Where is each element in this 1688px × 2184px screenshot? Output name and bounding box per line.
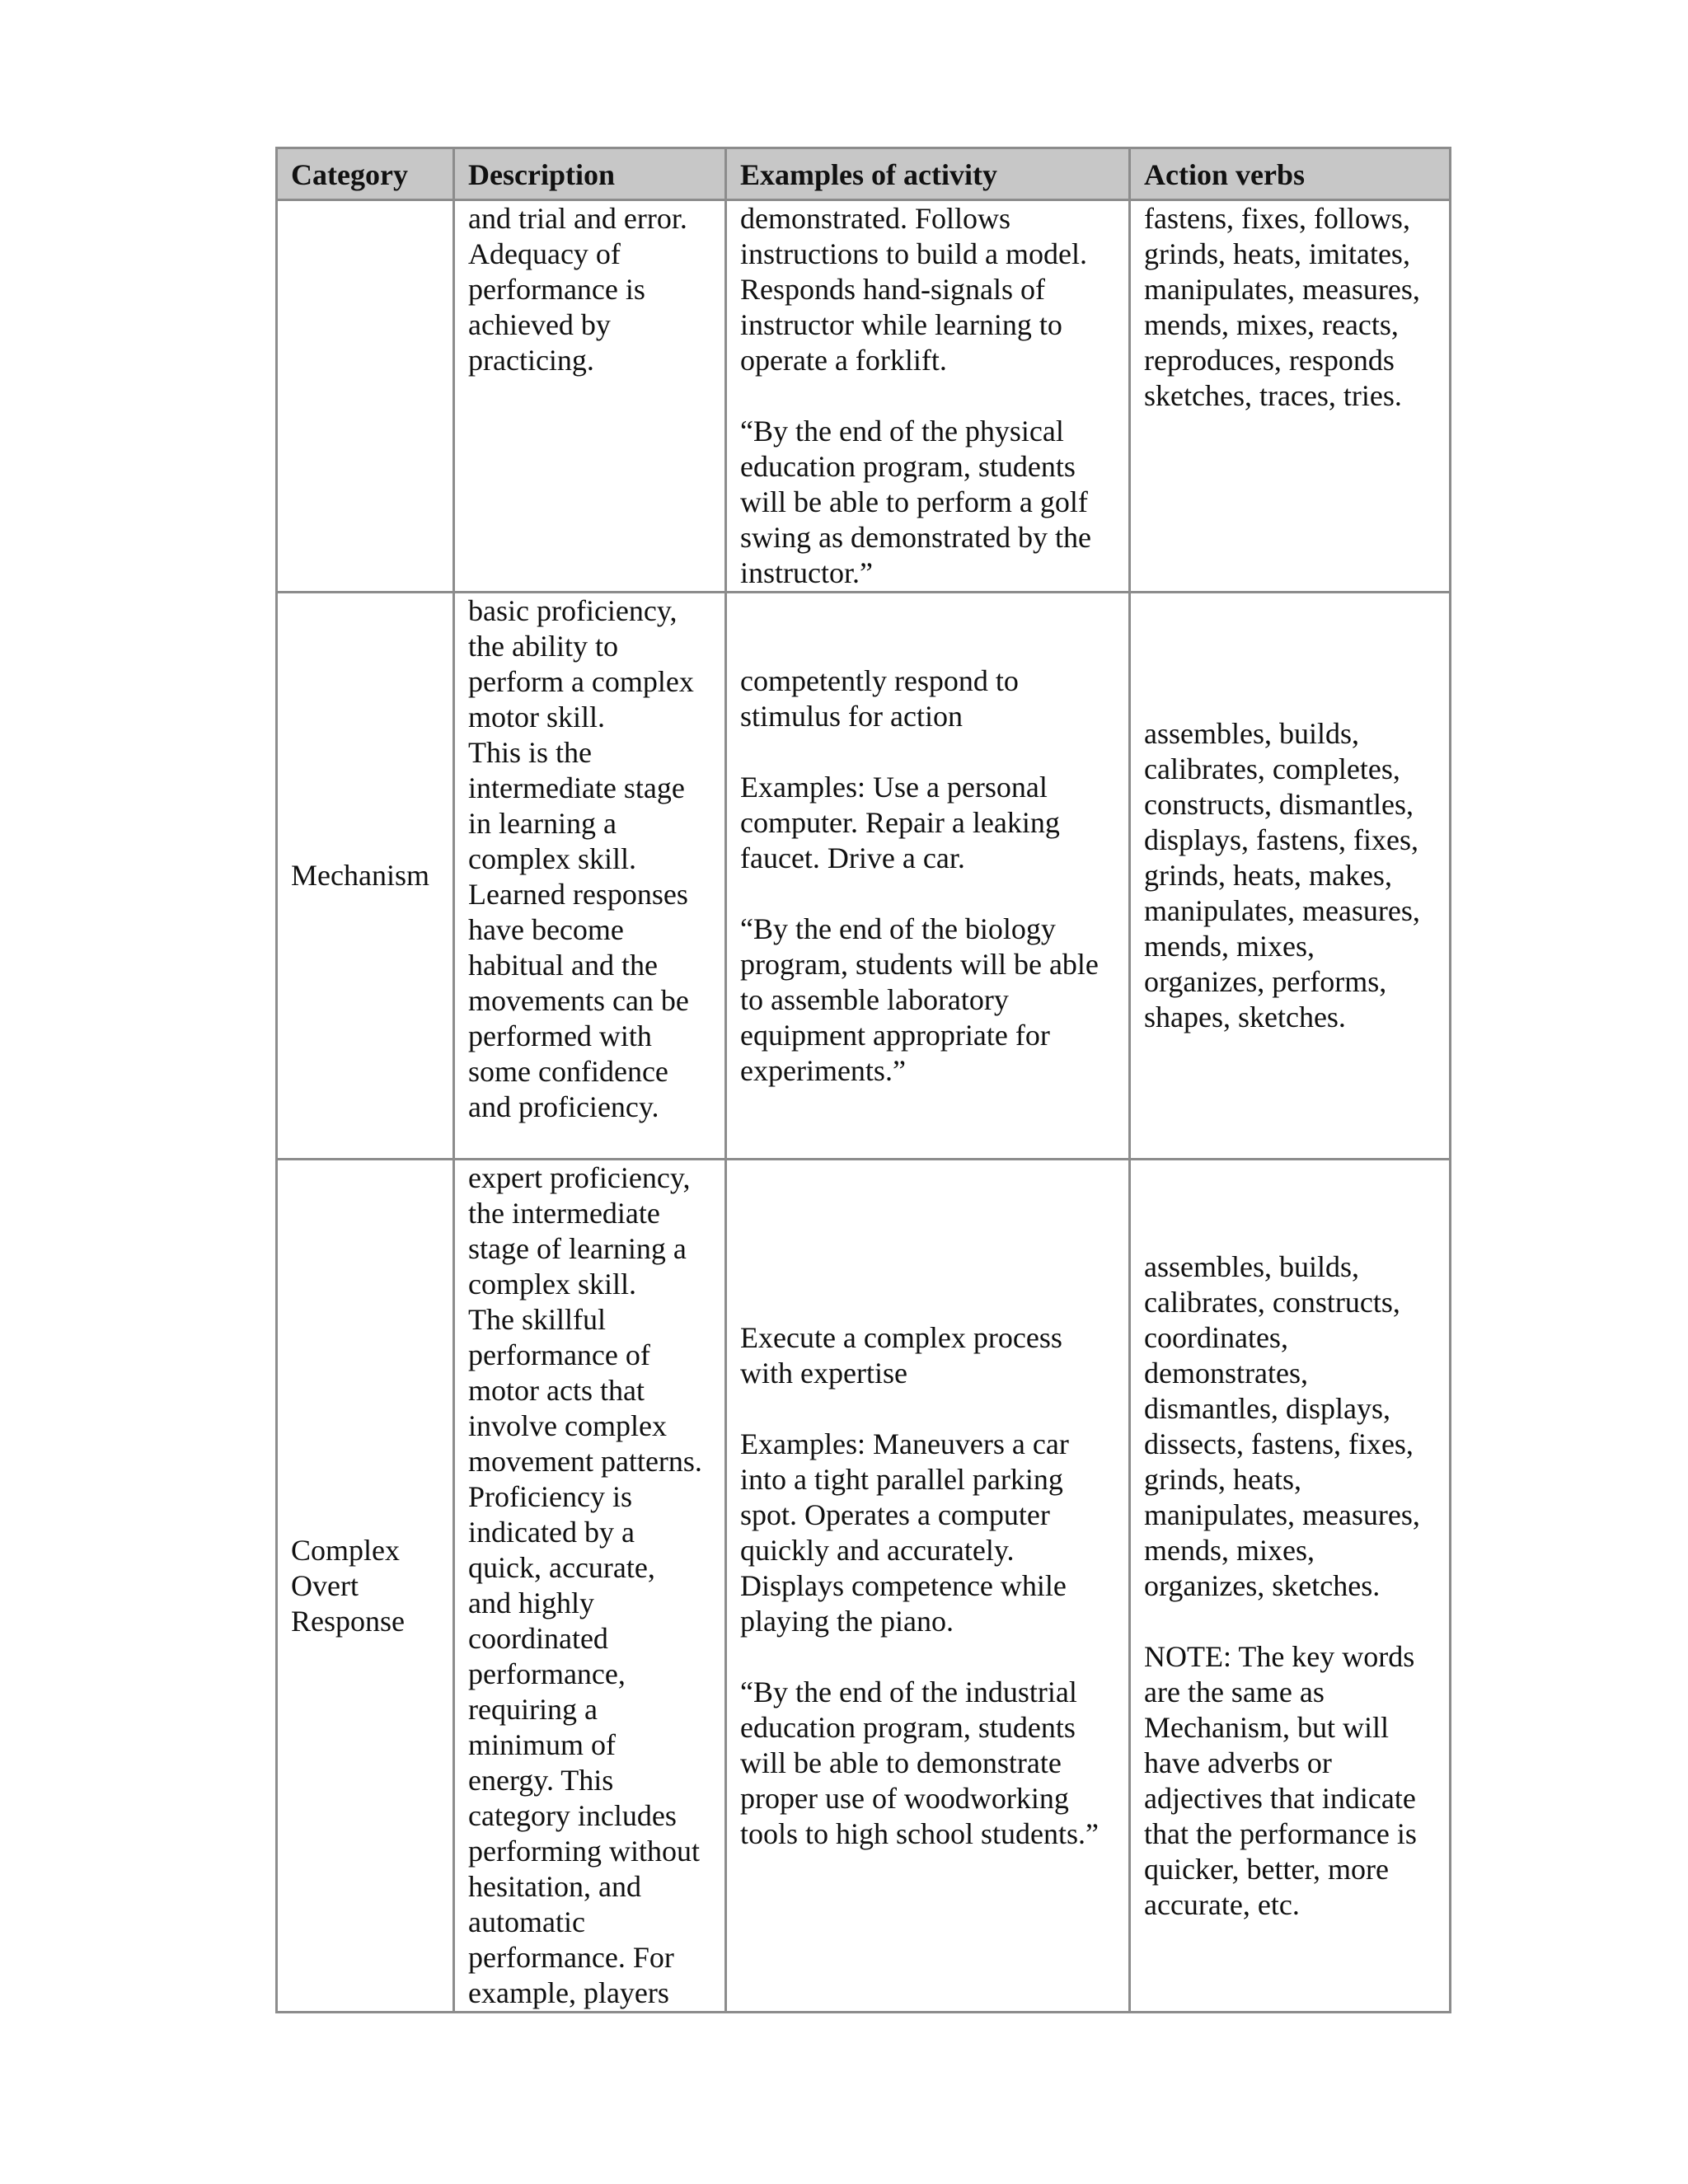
cell-action-verbs: fastens, fixes, follows, grinds, heats, imitates, manipulates, measures, mends, mixes, reacts, reproduces, responds sketches, traces, tries. (1130, 200, 1451, 593)
cell-description: and trial and error. Adequacy of performance is achieved by practicing. (454, 200, 726, 593)
table-row (277, 200, 1451, 593)
cell-examples: competently respond to stimulus for action Examples: Use a personal computer. Repair a leaking faucet. Drive a car. “By the end of the biology program, students will be able to assemble laboratory equipment appropriate for experiments.” (726, 593, 1130, 1160)
cell-action-verbs: assembles, builds, calibrates, completes, constructs, dismantles, displays, fastens, fixes, grinds, heats, makes, manipulates, measures, mends, mixes, organizes, performs, shapes, sketches. (1130, 593, 1451, 1160)
cell-examples: demonstrated. Follows instructions to build a model. Responds hand-signals of instructor while learning to operate a forklift. “By the end of the physical education program, students will be able to perform a golf swing as demonstrated by the instructor.” (726, 200, 1130, 593)
table-row (277, 593, 1451, 1160)
header-category: Category (277, 148, 454, 200)
table-header-row (277, 148, 1451, 200)
cell-category (277, 200, 454, 593)
cell-action-verbs: assembles, builds, calibrates, constructs, coordinates, demonstrates, dismantles, displays, dissects, fastens, fixes, grinds, heats, manipulates, measures, mends, mixes, organizes, sketches. NOTE: The key words are the same as Mechanism, but will have adverbs or adjectives that indicate that the performance is quicker, better, more accurate, etc. (1130, 1160, 1451, 2013)
cell-examples: Execute a complex process with expertise Examples: Maneuvers a car into a tight parallel parking spot. Operates a computer quickly and accurately. Displays competence while playing the piano. “By the end of the industrial education program, students will be able to demonstrate proper use of woodworking tools to high school students.” (726, 1160, 1130, 2013)
cell-description: expert proficiency, the intermediate stage of learning a complex skill. The skillful performance of motor acts that involve complex movement patterns. Proficiency is indicated by a quick, accurate, and highly coordinated performance, requiring a minimum of energy. This category includes performing without hesitation, and automatic performance. For example, players (454, 1160, 726, 2013)
cell-category: Complex Overt Response (277, 1160, 454, 2013)
header-action-verbs: Action verbs (1130, 148, 1451, 200)
psychomotor-domain-table (275, 147, 1451, 2013)
header-examples: Examples of activity (726, 148, 1130, 200)
cell-category: Mechanism (277, 593, 454, 1160)
header-description: Description (454, 148, 726, 200)
cell-description: basic proficiency, the ability to perform a complex motor skill. This is the intermediate stage in learning a complex skill. Learned responses have become habitual and the movements can be performed with some confidence and proficiency. (454, 593, 726, 1160)
table-row (277, 1160, 1451, 2013)
